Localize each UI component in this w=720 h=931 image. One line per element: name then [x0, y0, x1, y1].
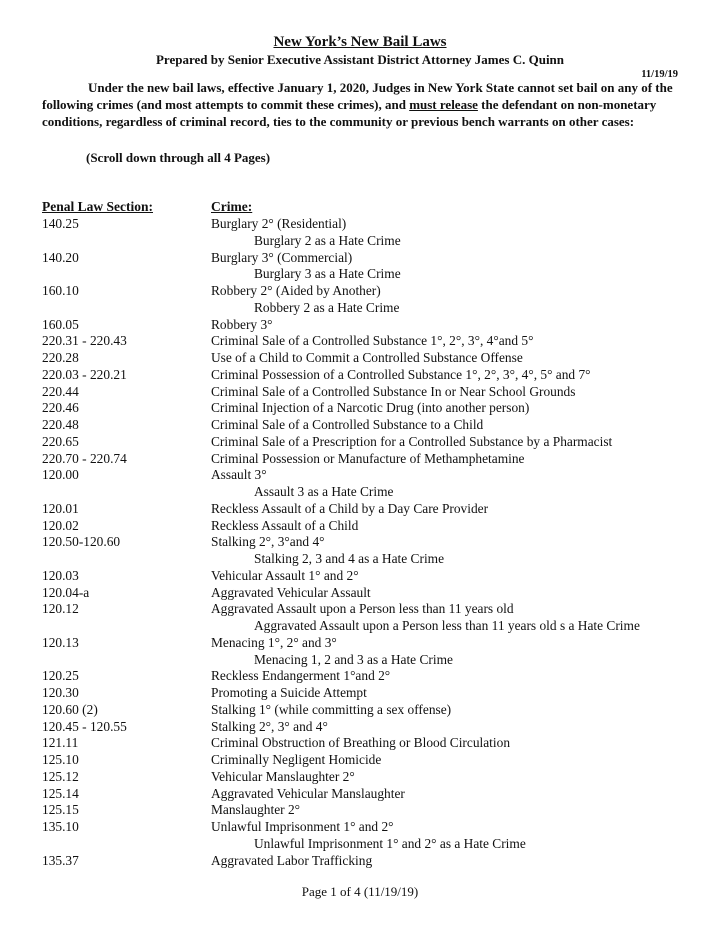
table-row — [0, 501, 720, 518]
crime-name: Robbery 2° (Aided by Another) — [211, 283, 381, 298]
crime-name: Aggravated Assault upon a Person less than 11 years old — [211, 601, 514, 617]
table-row — [0, 685, 720, 702]
penal-law-section: 220.31 - 220.43 — [42, 333, 127, 349]
crime-name: Criminal Sale of a Controlled Substance In or Near School Grounds — [211, 383, 576, 399]
table-row — [0, 484, 720, 501]
penal-law-section: 140.20 — [42, 249, 79, 265]
table-row — [0, 819, 720, 836]
crime-name: Criminal Possession of a Controlled Substance 1°, 2°, 3°, 4°, 5° and 7° — [211, 366, 591, 382]
penal-law-section: 120.04-a — [42, 584, 90, 600]
table-row — [0, 618, 720, 635]
crime-name: Stalking 2°, 3° and 4° — [211, 718, 328, 734]
penal-law-section: 160.10 — [42, 283, 79, 298]
penal-law-section: 120.25 — [42, 668, 79, 684]
penal-law-section: 220.65 — [42, 433, 79, 449]
crime-name: Aggravated Vehicular Assault — [211, 584, 371, 600]
crime-name: Criminally Negligent Homicide — [211, 752, 382, 767]
table-row — [0, 752, 720, 769]
table-row — [0, 719, 720, 736]
penal-law-section: 120.45 - 120.55 — [42, 718, 127, 734]
table-row — [0, 668, 720, 685]
penal-law-section: 160.05 — [42, 316, 79, 332]
table-row — [0, 853, 720, 870]
document-title: New York’s New Bail Laws — [273, 34, 447, 50]
crime-name: Reckless Assault of a Child by a Day Care Provider — [211, 500, 489, 516]
intro-text-after: the defendant on non-monetary conditions, regardless of criminal record, ties to the community or previous bench warrants on other cases: — [42, 97, 657, 129]
crime-name: Menacing 1°, 2° and 3° — [211, 634, 337, 650]
intro-emphasis: must release — [409, 97, 478, 112]
crime-name: Assault 3° — [211, 467, 267, 483]
scroll-note: (Scroll down through all 4 Pages) — [86, 150, 271, 165]
crime-hate-variant: Burglary 2 as a Hate Crime — [254, 232, 401, 248]
table-row — [0, 417, 720, 434]
penal-law-section: 120.30 — [42, 685, 79, 700]
crime-name: Reckless Endangerment 1°and 2° — [211, 668, 391, 684]
table-row — [0, 518, 720, 535]
table-row — [0, 735, 720, 752]
crime-name: Promoting a Suicide Attempt — [211, 685, 367, 700]
crime-name: Reckless Assault of a Child — [211, 517, 359, 533]
column-header-section: Penal Law Section: — [42, 199, 153, 214]
table-row — [0, 317, 720, 334]
penal-law-section: 120.12 — [42, 601, 79, 617]
crime-hate-variant: Stalking 2, 3 and 4 as a Hate Crime — [254, 551, 445, 566]
penal-law-section: 140.25 — [42, 216, 79, 231]
table-row — [0, 384, 720, 401]
crime-name: Aggravated Labor Trafficking — [211, 852, 373, 868]
penal-law-section: 125.10 — [42, 752, 79, 767]
crime-name: Robbery 3° — [211, 316, 273, 332]
table-row — [0, 467, 720, 484]
crime-name: Unlawful Imprisonment 1° and 2° — [211, 819, 394, 834]
crime-name: Manslaughter 2° — [211, 802, 301, 818]
table-row — [0, 216, 720, 233]
penal-law-section: 125.12 — [42, 768, 79, 784]
intro-text-before: Under the new bail laws, effective January 1, 2020, Judges in New York State cannot set bail on any of the following crimes (and most attempts to commit these crimes), and — [42, 80, 673, 112]
table-row — [0, 350, 720, 367]
penal-law-section: 125.14 — [42, 785, 79, 801]
intro-paragraph — [42, 79, 682, 130]
penal-law-section: 220.48 — [42, 417, 79, 432]
table-row — [0, 786, 720, 803]
crime-hate-variant: Burglary 3 as a Hate Crime — [254, 266, 401, 282]
table-row — [0, 333, 720, 350]
table-row — [0, 601, 720, 618]
crime-hate-variant: Assault 3 as a Hate Crime — [254, 484, 394, 499]
document-subtitle: Prepared by Senior Executive Assistant District Attorney James C. Quinn — [155, 52, 565, 67]
crime-hate-variant: Menacing 1, 2 and 3 as a Hate Crime — [254, 651, 453, 667]
penal-law-section: 220.03 - 220.21 — [42, 366, 127, 382]
table-row — [0, 400, 720, 417]
crime-name: Criminal Possession or Manufacture of Methamphetamine — [211, 450, 525, 466]
crime-table — [0, 216, 720, 869]
crime-name: Vehicular Manslaughter 2° — [211, 768, 355, 784]
table-row — [0, 836, 720, 853]
crime-name: Criminal Obstruction of Breathing or Blood Circulation — [211, 735, 511, 751]
table-row — [0, 585, 720, 602]
table-row — [0, 551, 720, 568]
page-footer: Page 1 of 4 (11/19/19) — [301, 884, 419, 899]
crime-hate-variant: Robbery 2 as a Hate Crime — [254, 299, 400, 315]
table-row — [0, 283, 720, 300]
table-row — [0, 367, 720, 384]
column-header-crime: Crime: — [211, 199, 253, 214]
penal-law-section: 220.46 — [42, 400, 79, 416]
table-row — [0, 635, 720, 652]
crime-name: Stalking 1° (while committing a sex offense) — [211, 701, 452, 717]
crime-name: Criminal Sale of a Controlled Substance 1°, 2°, 3°, 4°and 5° — [211, 333, 534, 349]
crime-name: Stalking 2°, 3°and 4° — [211, 534, 325, 550]
penal-law-section: 125.15 — [42, 802, 79, 818]
penal-law-section: 220.70 - 220.74 — [42, 450, 127, 466]
table-row — [0, 802, 720, 819]
penal-law-section: 120.00 — [42, 467, 79, 483]
crime-name: Aggravated Vehicular Manslaughter — [211, 785, 405, 801]
table-row — [0, 250, 720, 267]
table-row — [0, 233, 720, 250]
crime-name: Use of a Child to Commit a Controlled Substance Offense — [211, 350, 523, 365]
penal-law-section: 135.10 — [42, 819, 79, 834]
crime-hate-variant: Aggravated Assault upon a Person less than 11 years old s a Hate Crime — [254, 618, 640, 633]
penal-law-section: 120.02 — [42, 517, 79, 533]
document-date: 11/19/19 — [641, 69, 678, 80]
penal-law-section: 220.44 — [42, 383, 79, 399]
crime-name: Vehicular Assault 1° and 2° — [211, 567, 359, 583]
penal-law-section: 135.37 — [42, 852, 79, 868]
penal-law-section: 120.03 — [42, 567, 79, 583]
table-row — [0, 652, 720, 669]
penal-law-section: 120.60 (2) — [42, 701, 98, 717]
penal-law-section: 120.50-120.60 — [42, 534, 121, 550]
table-row — [0, 534, 720, 551]
table-row — [0, 434, 720, 451]
penal-law-section: 120.13 — [42, 634, 79, 650]
crime-name: Burglary 2° (Residential) — [211, 216, 347, 231]
table-row — [0, 769, 720, 786]
crime-name: Burglary 3° (Commercial) — [211, 249, 353, 265]
crime-name: Criminal Sale of a Prescription for a Controlled Substance by a Pharmacist — [211, 433, 613, 449]
table-row — [0, 300, 720, 317]
crime-name: Criminal Injection of a Narcotic Drug (into another person) — [211, 400, 530, 416]
crime-name: Criminal Sale of a Controlled Substance to a Child — [211, 417, 484, 432]
penal-law-section: 220.28 — [42, 350, 79, 365]
table-row — [0, 451, 720, 468]
table-row — [0, 266, 720, 283]
penal-law-section: 121.11 — [42, 735, 79, 751]
penal-law-section: 120.01 — [42, 500, 79, 516]
crime-hate-variant: Unlawful Imprisonment 1° and 2° as a Hate Crime — [254, 835, 526, 851]
table-row — [0, 702, 720, 719]
table-row — [0, 568, 720, 585]
